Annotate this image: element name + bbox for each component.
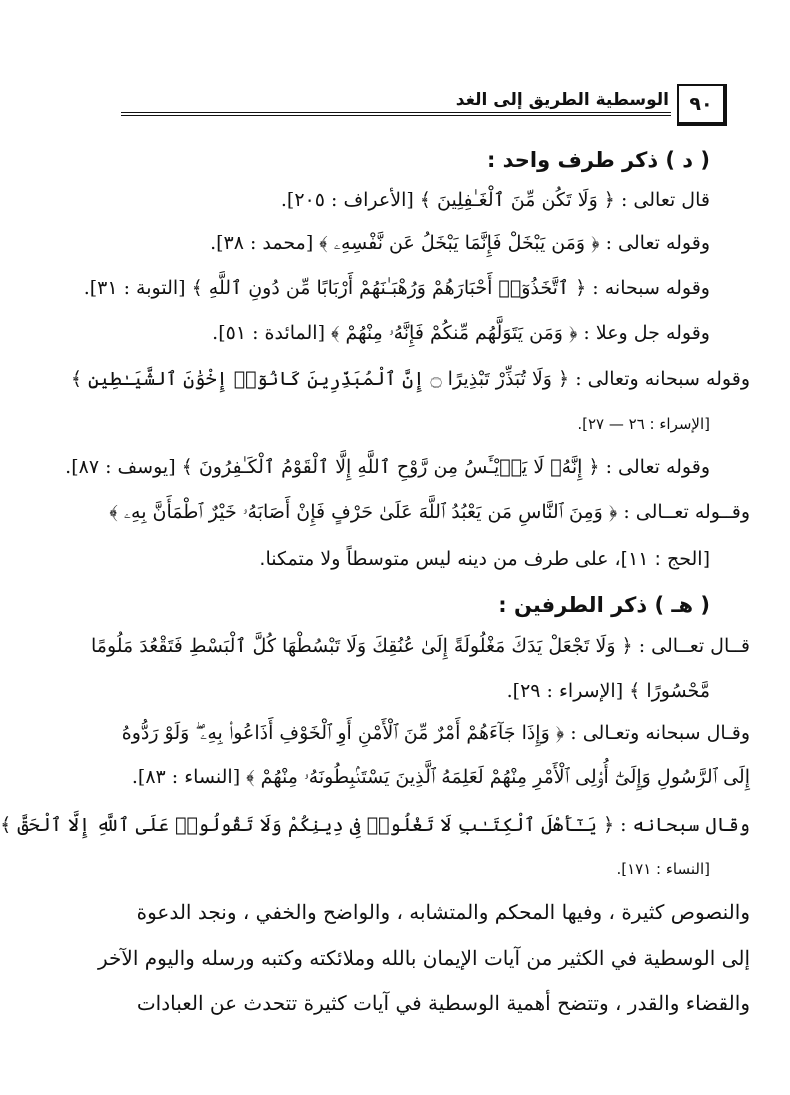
page-header [121,84,731,132]
verse-reference: [النساء : ١٧١]. [616,860,710,878]
page-number: ٩٠ [677,84,727,126]
text-line: [الحج : ١١]، على طرف من دينه ليس متوسطاً ولا متمكنا. [259,548,710,570]
paragraph-line: والنصوص كثيرة ، وفيها المحكم والمتشابه ، والواضح والخفي ، ونجد الدعوة [136,900,750,924]
verse-reference: [الإسراء : ٢٦ — ٢٧]. [577,415,710,433]
text-line: إِلَى ٱلرَّسُولِ وَإِلَىٰٓ أُو۟لِى ٱلْأَمْرِ مِنْهُمْ لَعَلِمَهُ ٱلَّذِينَ يَسْتَنۢبِطُونَهُۥ مِنْهُمْ ﴾ [النساء : ٨٣]. [131,766,750,788]
text-line: وقوله جل وعلا : ﴿ وَمَن يَتَوَلَّهُم مِّنكُمْ فَإِنَّهُۥ مِنْهُمْ ﴾ [المائدة : ٥١]. [212,322,710,344]
text-line: وقــوله تعــالى : ﴿ وَمِنَ ٱلنَّاسِ مَن يَعْبُدُ ٱللَّهَ عَلَىٰ حَرْفٍ فَإِنْ أَصَابَهُۥ خَيْرٌ ٱطْمَأَنَّ بِهِۦ ﴾ [109,501,750,523]
text-line: وقال سبحانه : ﴿ يَـٰٓأَهْلَ ٱلْكِتَـٰبِ لَا تَغْلُوا۟ فِى دِينِكُمْ وَلَا تَقُولُوا۟ عَلَى ٱللَّهِ إِلَّا ٱلْحَقَّ ﴾ [0,814,750,836]
text-line: مَّحْسُورًا ﴾ [الإسراء : ٢٩]. [506,680,710,702]
text-line: وقوله سبحانه وتعالى : ﴿ وَلَا تُبَذِّرْ تَبْذِيرًا ۝ إِنَّ ٱلْمُبَذِّرِينَ كَانُوٓا۟ إِخْوَٰنَ ٱلشَّيَـٰطِينِ ﴾ [70,368,750,390]
paragraph-line: إلى الوسطية في الكثير من آيات الإيمان بالله وملائكته وكتبه ورسله واليوم الآخر [98,946,750,970]
text-line: قــال تعــالى : ﴿ وَلَا تَجْعَلْ يَدَكَ مَغْلُولَةً إِلَىٰ عُنُقِكَ وَلَا تَبْسُطْهَا كُلَّ ٱلْبَسْطِ فَتَقْعُدَ مَلُومًا [90,635,750,657]
running-title: الوسطية الطريق إلى الغد [455,90,669,110]
text-line: وقوله تعالى : ﴿ وَمَن يَبْخَلْ فَإِنَّمَا يَبْخَلُ عَن نَّفْسِهِۦ ﴾ [محمد : ٣٨]. [210,232,710,254]
text-line: وقـال سبحانه وتعـالى : ﴿ وَإِذَا جَآءَهُمْ أَمْرٌ مِّنَ ٱلْأَمْنِ أَوِ ٱلْخَوْفِ أَذَاعُوا۟ بِهِۦ ۖ وَلَوْ رَدُّوهُ [121,722,750,744]
section-heading-dal: ( د ) ذكر طرف واحد : [486,148,710,172]
text-line: وقوله سبحانه : ﴿ ٱتَّخَذُوٓا۟ أَحْبَارَهُمْ وَرُهْبَـٰنَهُمْ أَرْبَابًا مِّن دُونِ ٱللَّهِ ﴾ [التوبة : ٣١]. [83,277,710,299]
paragraph-line: والقضاء والقدر ، وتتضح أهمية الوسطية في آيات كثيرة تتحدث عن العبادات [136,991,750,1015]
text-line: وقوله تعالى : ﴿ إِنَّهُۥ لَا يَا۟يْـَٔسُ مِن رَّوْحِ ٱللَّهِ إِلَّا ٱلْقَوْمُ ٱلْكَـٰفِرُونَ ﴾ [يوسف : ٨٧]. [65,456,710,478]
header-rule [121,112,671,116]
text-line: قال تعالى : ﴿ وَلَا تَكُن مِّنَ ٱلْغَـٰفِلِينَ ﴾ [الأعراف : ٢٠٥]. [280,189,710,211]
section-heading-ha: ( هـ ) ذكر الطرفين : [498,593,710,617]
